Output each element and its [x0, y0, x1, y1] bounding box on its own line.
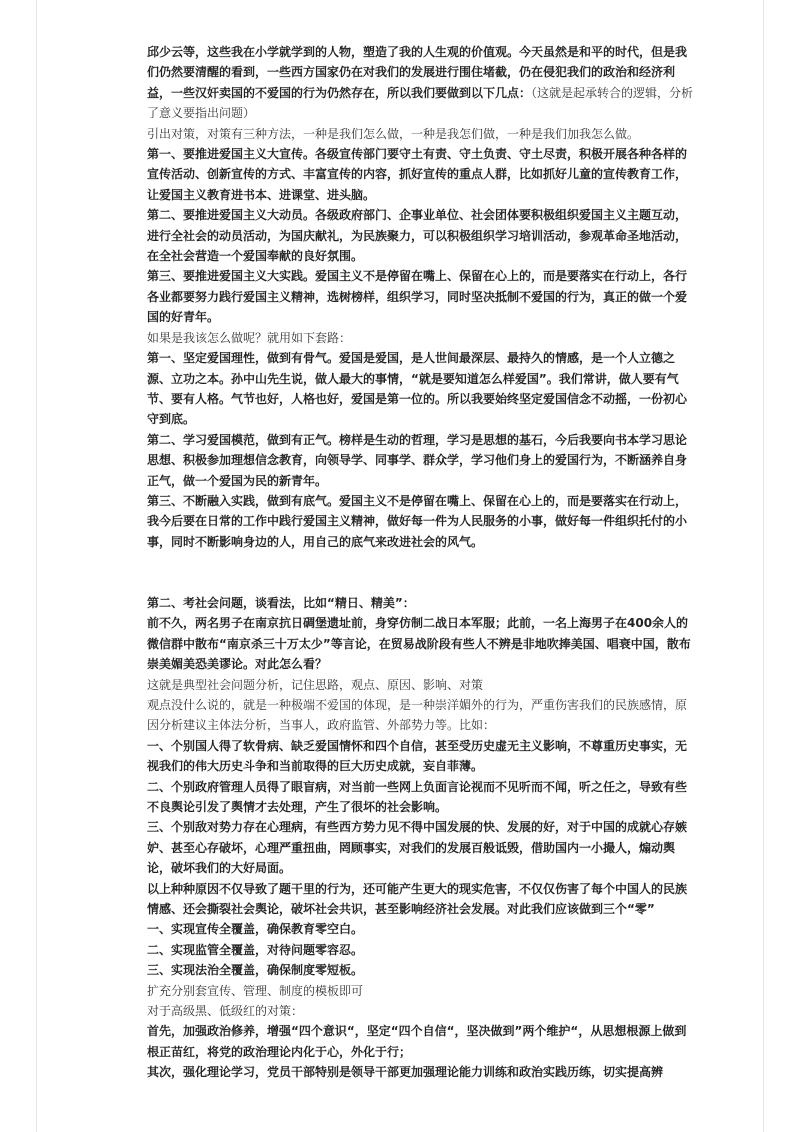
paragraph-reason-one: 一、个别国人得了软骨病、缺乏爱国情怀和四个自信，甚至受历史虚无主义影响，不尊重历史事实，无视我们的伟大历史斗争和当前取得的巨大历史成就，妄自菲薄。	[147, 738, 688, 774]
paragraph-countermeasure-heading: 对于高级黑、低级红的对策：	[147, 1004, 304, 1019]
paragraph-reason-three: 三、个别敌对势力存在心理病，有些西方势力见不得中国发展的快、发展的好，对于中国的成就心存嫉妒、甚至心存破坏，心理严重扭曲，罔顾事实，对我们的发展百般诋毁，借助国内一小撮人，煽动舆论，破坏我们的大好局面。	[147, 820, 688, 876]
paragraph-impact: 以上种种原因不仅导致了题干里的行为，还可能产生更大的现实危害，不仅仅伤害了每个中国人的民族情感、还会撕裂社会舆论，破坏社会共识，甚至影响经济社会发展。对此我们应该做到三个“零”	[147, 881, 688, 917]
paragraph-publicity: 第一、要推进爱国主义大宣传。各级宣传部门要守土有责、守土负责、守土尽责，积极开展各种各样的宣传活动、创新宣传的方式、丰富宣传的内容，抓好宣传的重点人群，比如抓好儿童的宣传教育工作，让爱国主义教育进书本、进课堂、进头脑。	[147, 147, 688, 202]
paragraph-measure-two: 二、实现监管全覆盖，对待问题零容忍。	[147, 942, 364, 957]
paragraph-personal-third: 第三、不断融入实践，做到有底气。爱国主义不是停留在嘴上、保留在心上的，而是要落实在行动上，我今后要在日常的工作中践行爱国主义精神，做好每一件为人民服务的小事，做好每一件组织托付的小事，同时不断影响身边的人，用自己的底气来改进社会的风气。	[147, 493, 688, 549]
paragraph-mobilization: 第二、要推进爱国主义大动员。各级政府部门、企事业单位、社会团体要积极组织爱国主义主题互动，进行全社会的动员活动，为国庆献礼，为民族聚力，可以积极组织学习培训活动，参观革命圣地活动，在全社会营造一个爱国奉献的良好氛围。	[147, 208, 688, 264]
paragraph-measure-one: 一、实现宣传全覆盖，确保教育零空白。	[147, 922, 364, 937]
paragraph-case-question: 前不久，两名男子在南京抗日碉堡遗址前，身穿仿制二战日本军服；此前，一名上海男子在400余人的微信群中散布“南京杀三十万太少”等言论，在贸易战阶段有些人不辨是非地吹捧美国、唱衰中国，散布崇美媚美恐美谬论。对此怎么看？	[147, 616, 691, 672]
paragraph-countermeasure-methods: 引出对策，对策有三种方法，一种是我们怎么做，一种是我怎们做，一种是我们加我怎么做。	[147, 126, 640, 141]
paragraph-personal-second: 第二、学习爱国模范，做到有正气。榜样是生动的哲理，学习是思想的基石，今后我要向书本学习思论思想、积极参加理想信念教育，向领导学、同事学、群众学，学习他们身上的爱国行为，不断涵养自身正气，做一个爱国为民的新青年。	[147, 432, 688, 488]
paragraph-viewpoint: 观点没什么说的，就是一种极端不爱国的体现，是一种崇洋媚外的行为，严重伤害我们的民族感情，原因分析建议主体法分析，当事人，政府监管、外部势力等。比如：	[147, 697, 688, 733]
paragraph-personal-first: 第一、坚定爱国理性，做到有骨气。爱国是爱国，是人世间最深层、最持久的情感，是一个人立德之源、立功之本。孙中山先生说，做人最大的事情，“就是要知道怎么样爱国”。我们常讲，做人要有气节、要有人格。气节也好，人格也好，爱国是第一位的。所以我要始终坚定爱国信念不动摇，一份初心守到底。	[147, 351, 688, 427]
paragraph-analysis-method: 这就是典型社会问题分析，记住思路，观点、原因、影响、对策	[147, 677, 484, 692]
document-page	[36, 0, 764, 1132]
document-body	[147, 42, 695, 1083]
paragraph-practice: 第三、要推进爱国主义大实践。爱国主义不是停留在嘴上、保留在心上的，而是要落实在行动上，各行各业都要努力践行爱国主义精神，选树榜样，组织学习，同时坚决抵制不爱国的行为，真正的做一个爱国的好青年。	[147, 269, 688, 325]
section-spacer	[147, 573, 695, 593]
paragraph-intro-note: （这就是起承转合的逻辑，分析了意义要指出问题）	[147, 85, 694, 121]
paragraph-intro-text: 邱少云等，这些我在小学就学到的人物，塑造了我的人生观的价值观。今天虽然是和平的时代，但是我们仍然要清醒的看到，一些西方国家仍在对我们的发展进行围住堵截，仍在侵犯我们的政治和经济利益，一些汉奸卖国的不爱国的行为仍然存在，所以我们要做到以下几点：	[147, 45, 688, 100]
page-bottom-mask	[37, 1094, 763, 1132]
paragraph-second-step-cut: 其次，强化理论学习，党员干部特别是领导干部更加强理论能力训练和政治实践历练，切实提高辨	[147, 1065, 664, 1080]
paragraph-intro	[147, 42, 695, 124]
paragraph-personal-routine: 如果是我该怎么做呢？就用如下套路：	[147, 330, 352, 345]
paragraph-measure-three: 三、实现法治全覆盖，确保制度零短板。	[147, 963, 364, 978]
paragraph-reason-two: 二、个别政府管理人员得了眼盲病，对当前一些网上负面言论视而不见听而不闻，听之任之，导致有些不良舆论引发了舆情才去处理，产生了很坏的社会影响。	[147, 779, 688, 814]
paragraph-first-step: 首先，加强政治修养，增强“四个意识“，坚定“四个自信“，坚决做到”两个维护“，从思想根源上做到根正苗红，将党的政治理论内化于心，外化于行；	[147, 1024, 687, 1059]
section-heading-social-issues: 第二、考社会问题，谈看法，比如“精日、精美”：	[147, 595, 415, 610]
section-spacer	[147, 552, 695, 572]
paragraph-template-note: 扩充分别套宣传、管理、制度的模板即可	[147, 983, 364, 998]
